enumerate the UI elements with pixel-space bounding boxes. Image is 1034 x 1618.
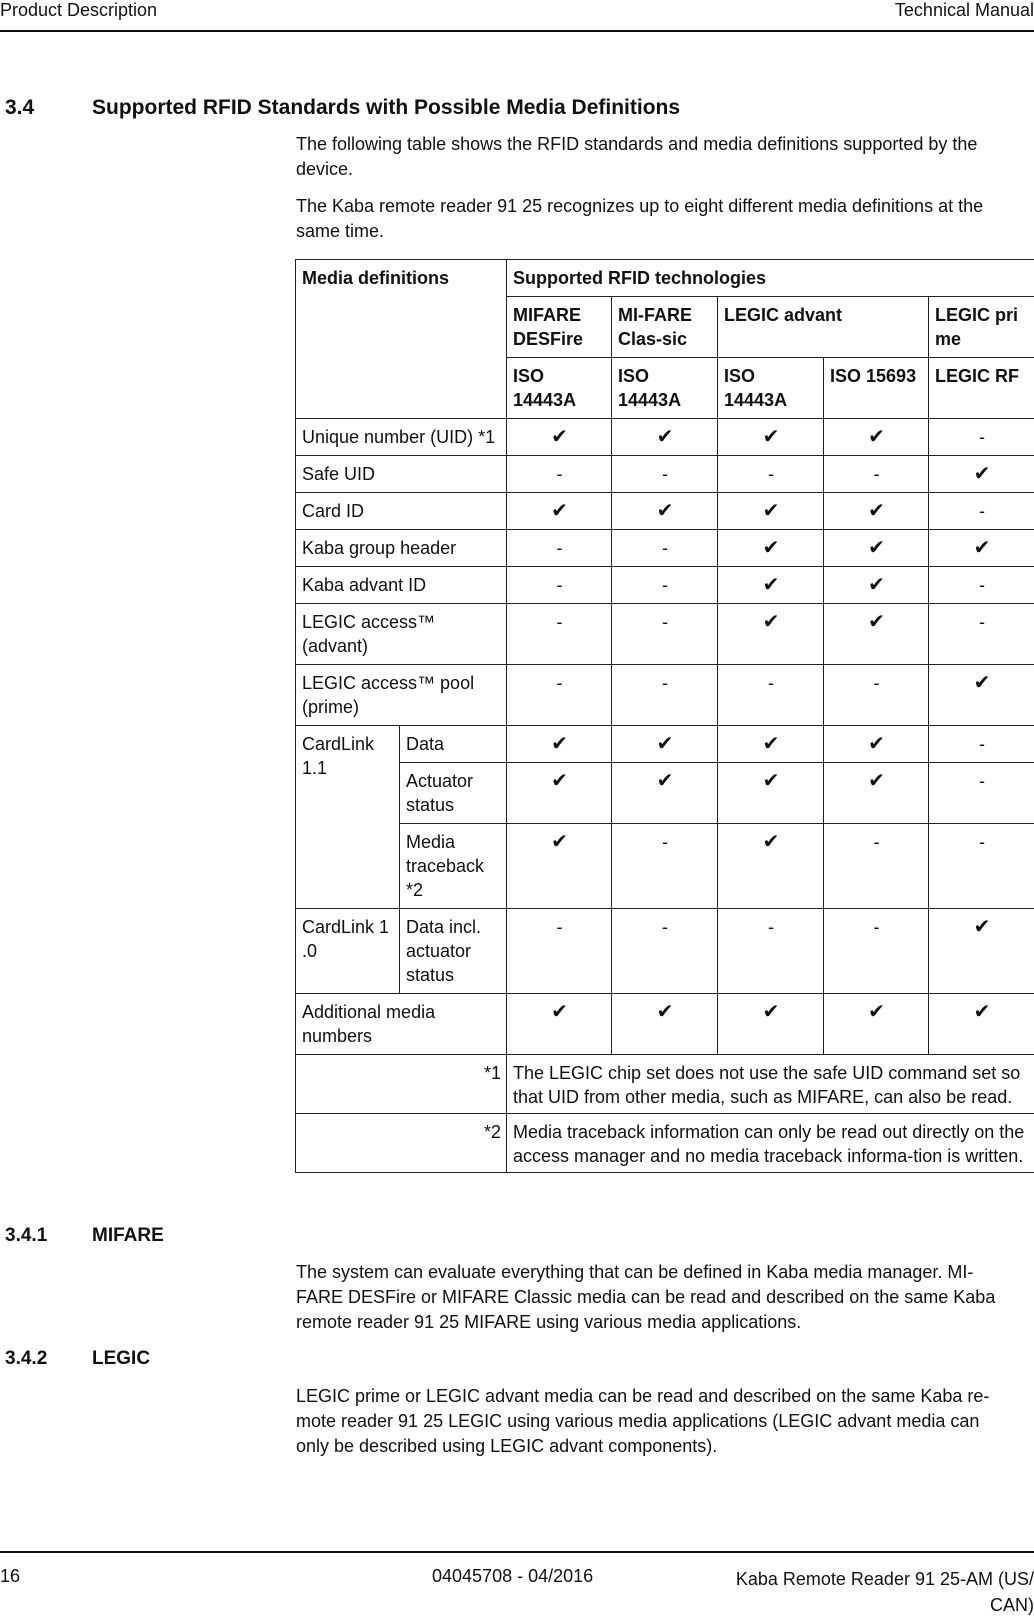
value-cell: - — [824, 456, 929, 493]
header-rule — [0, 30, 1034, 32]
row-label: Kaba advant ID — [296, 567, 507, 604]
value-cell: ✔ — [507, 824, 612, 909]
std-cell: LEGIC RF — [929, 358, 1034, 419]
footnote-row — [296, 1055, 1034, 1114]
header-left: Product Description — [0, 0, 157, 21]
std-cell: ISO 15693 — [824, 358, 929, 419]
footnote-text: Media traceback information can only be read out directly on the access manager and no media traceback informa-tion is written. — [507, 1114, 1034, 1173]
subsection-title: MIFARE — [92, 1225, 164, 1247]
row-group-label: CardLink 1 .0 — [296, 909, 400, 994]
table-row — [296, 604, 1034, 665]
table-row — [296, 726, 1034, 763]
value-cell: ✔ — [929, 909, 1034, 994]
rfid-table — [295, 259, 1034, 1173]
value-cell: - — [507, 665, 612, 726]
value-cell: - — [612, 909, 718, 994]
value-cell: - — [929, 824, 1034, 909]
value-cell: - — [929, 567, 1034, 604]
value-cell: ✔ — [718, 530, 824, 567]
table-row — [296, 419, 1034, 456]
row-label: Actuator status — [400, 763, 507, 824]
value-cell: - — [824, 909, 929, 994]
value-cell: ✔ — [718, 419, 824, 456]
intro-paragraph-1: The following table shows the RFID standards and media definitions supported by the device. — [296, 132, 1014, 182]
value-cell: - — [929, 763, 1034, 824]
value-cell: ✔ — [507, 726, 612, 763]
value-cell: ✔ — [824, 726, 929, 763]
row-label: Media traceback *2 — [400, 824, 507, 909]
row-label: Safe UID — [296, 456, 507, 493]
table-row — [296, 567, 1034, 604]
value-cell: ✔ — [824, 994, 929, 1055]
tech-mifare-classic: MI-FARE Clas-sic — [612, 297, 718, 358]
value-cell: - — [929, 419, 1034, 456]
value-cell: - — [718, 456, 824, 493]
value-cell: ✔ — [929, 994, 1034, 1055]
table-row — [296, 763, 1034, 824]
section-number: 3.4 — [5, 96, 85, 120]
row-label: LEGIC access™ (advant) — [296, 604, 507, 665]
value-cell: - — [507, 456, 612, 493]
table-row — [296, 493, 1034, 530]
header-supported-technologies: Supported RFID technologies — [507, 260, 1034, 297]
value-cell: ✔ — [612, 994, 718, 1055]
table-row — [296, 456, 1034, 493]
footer-title: Kaba Remote Reader 91 25-AM (US/ CAN) — [714, 1566, 1034, 1618]
value-cell: ✔ — [718, 824, 824, 909]
table-row — [296, 994, 1034, 1055]
value-cell: ✔ — [929, 530, 1034, 567]
intro-paragraph-2: The Kaba remote reader 91 25 recognizes up to eight different media definitions at the same time. — [296, 194, 1014, 244]
value-cell: ✔ — [507, 419, 612, 456]
row-label: Additional media numbers — [296, 994, 507, 1055]
value-cell: ✔ — [612, 763, 718, 824]
table-header-row — [296, 260, 1034, 297]
std-cell: ISO 14443A — [718, 358, 824, 419]
value-cell: - — [507, 604, 612, 665]
footnote-text: The LEGIC chip set does not use the safe UID command set so that UID from other media, such as MIFARE, can also be read. — [507, 1055, 1034, 1114]
subsection-number: 3.4.1 — [5, 1225, 47, 1247]
row-label: Data incl. actuator status — [400, 909, 507, 994]
value-cell: - — [929, 726, 1034, 763]
value-cell: ✔ — [718, 604, 824, 665]
value-cell: ✔ — [507, 763, 612, 824]
value-cell: - — [612, 824, 718, 909]
value-cell: ✔ — [507, 493, 612, 530]
value-cell: ✔ — [612, 726, 718, 763]
value-cell: ✔ — [824, 530, 929, 567]
value-cell: ✔ — [612, 419, 718, 456]
legic-paragraph: LEGIC prime or LEGIC advant media can be read and described on the same Kaba re-mote reader 91 25 LEGIC using various media applications (LEGIC advant media can only be described using LEGIC advant components). — [296, 1384, 1014, 1459]
page-number: 16 — [0, 1566, 20, 1587]
table-row — [296, 824, 1034, 909]
value-cell: ✔ — [929, 456, 1034, 493]
std-cell: ISO 14443A — [507, 358, 612, 419]
value-cell: ✔ — [612, 493, 718, 530]
table-row — [296, 530, 1034, 567]
header-media-definitions: Media definitions — [296, 260, 507, 419]
subsection-title: LEGIC — [92, 1348, 150, 1370]
value-cell: ✔ — [929, 665, 1034, 726]
value-cell: - — [824, 665, 929, 726]
value-cell: ✔ — [824, 419, 929, 456]
table-row — [296, 909, 1034, 994]
value-cell: ✔ — [718, 567, 824, 604]
value-cell: - — [507, 909, 612, 994]
row-label: Unique number (UID) *1 — [296, 419, 507, 456]
value-cell: ✔ — [824, 604, 929, 665]
table-row — [296, 665, 1034, 726]
footer-rule — [0, 1551, 1034, 1553]
tech-mifare-desfire: MIFARE DESFire — [507, 297, 612, 358]
value-cell: - — [718, 665, 824, 726]
value-cell: - — [824, 824, 929, 909]
value-cell: - — [612, 456, 718, 493]
value-cell: ✔ — [824, 567, 929, 604]
value-cell: - — [612, 567, 718, 604]
value-cell: ✔ — [718, 493, 824, 530]
tech-legic-prime: LEGIC pri me — [929, 297, 1034, 358]
footnote-mark: *2 — [296, 1114, 507, 1173]
section-title: Supported RFID Standards with Possible Media Definitions — [92, 96, 680, 120]
value-cell: - — [612, 604, 718, 665]
value-cell: - — [612, 665, 718, 726]
value-cell: ✔ — [718, 726, 824, 763]
value-cell: ✔ — [824, 493, 929, 530]
value-cell: ✔ — [824, 763, 929, 824]
mifare-paragraph: The system can evaluate everything that can be defined in Kaba media manager. MI-FARE DESFire or MIFARE Classic media can be read and described on the same Kaba remote reader 91 25 MIFARE using various media applications. — [296, 1260, 1014, 1335]
value-cell: - — [718, 909, 824, 994]
std-cell: ISO 14443A — [612, 358, 718, 419]
value-cell: - — [507, 567, 612, 604]
value-cell: - — [929, 604, 1034, 665]
value-cell: - — [507, 530, 612, 567]
footnote-row — [296, 1114, 1034, 1173]
row-label: Card ID — [296, 493, 507, 530]
document-number: 04045708 - 04/2016 — [432, 1566, 593, 1587]
value-cell: - — [612, 530, 718, 567]
row-label: Kaba group header — [296, 530, 507, 567]
value-cell: - — [929, 493, 1034, 530]
tech-legic-advant: LEGIC advant — [718, 297, 929, 358]
row-label: Data — [400, 726, 507, 763]
value-cell: ✔ — [718, 994, 824, 1055]
row-label: LEGIC access™ pool (prime) — [296, 665, 507, 726]
header-right: Technical Manual — [895, 0, 1034, 21]
subsection-number: 3.4.2 — [5, 1348, 47, 1370]
row-group-label: CardLink 1.1 — [296, 726, 400, 909]
footnote-mark: *1 — [296, 1055, 507, 1114]
value-cell: ✔ — [507, 994, 612, 1055]
value-cell: ✔ — [718, 763, 824, 824]
